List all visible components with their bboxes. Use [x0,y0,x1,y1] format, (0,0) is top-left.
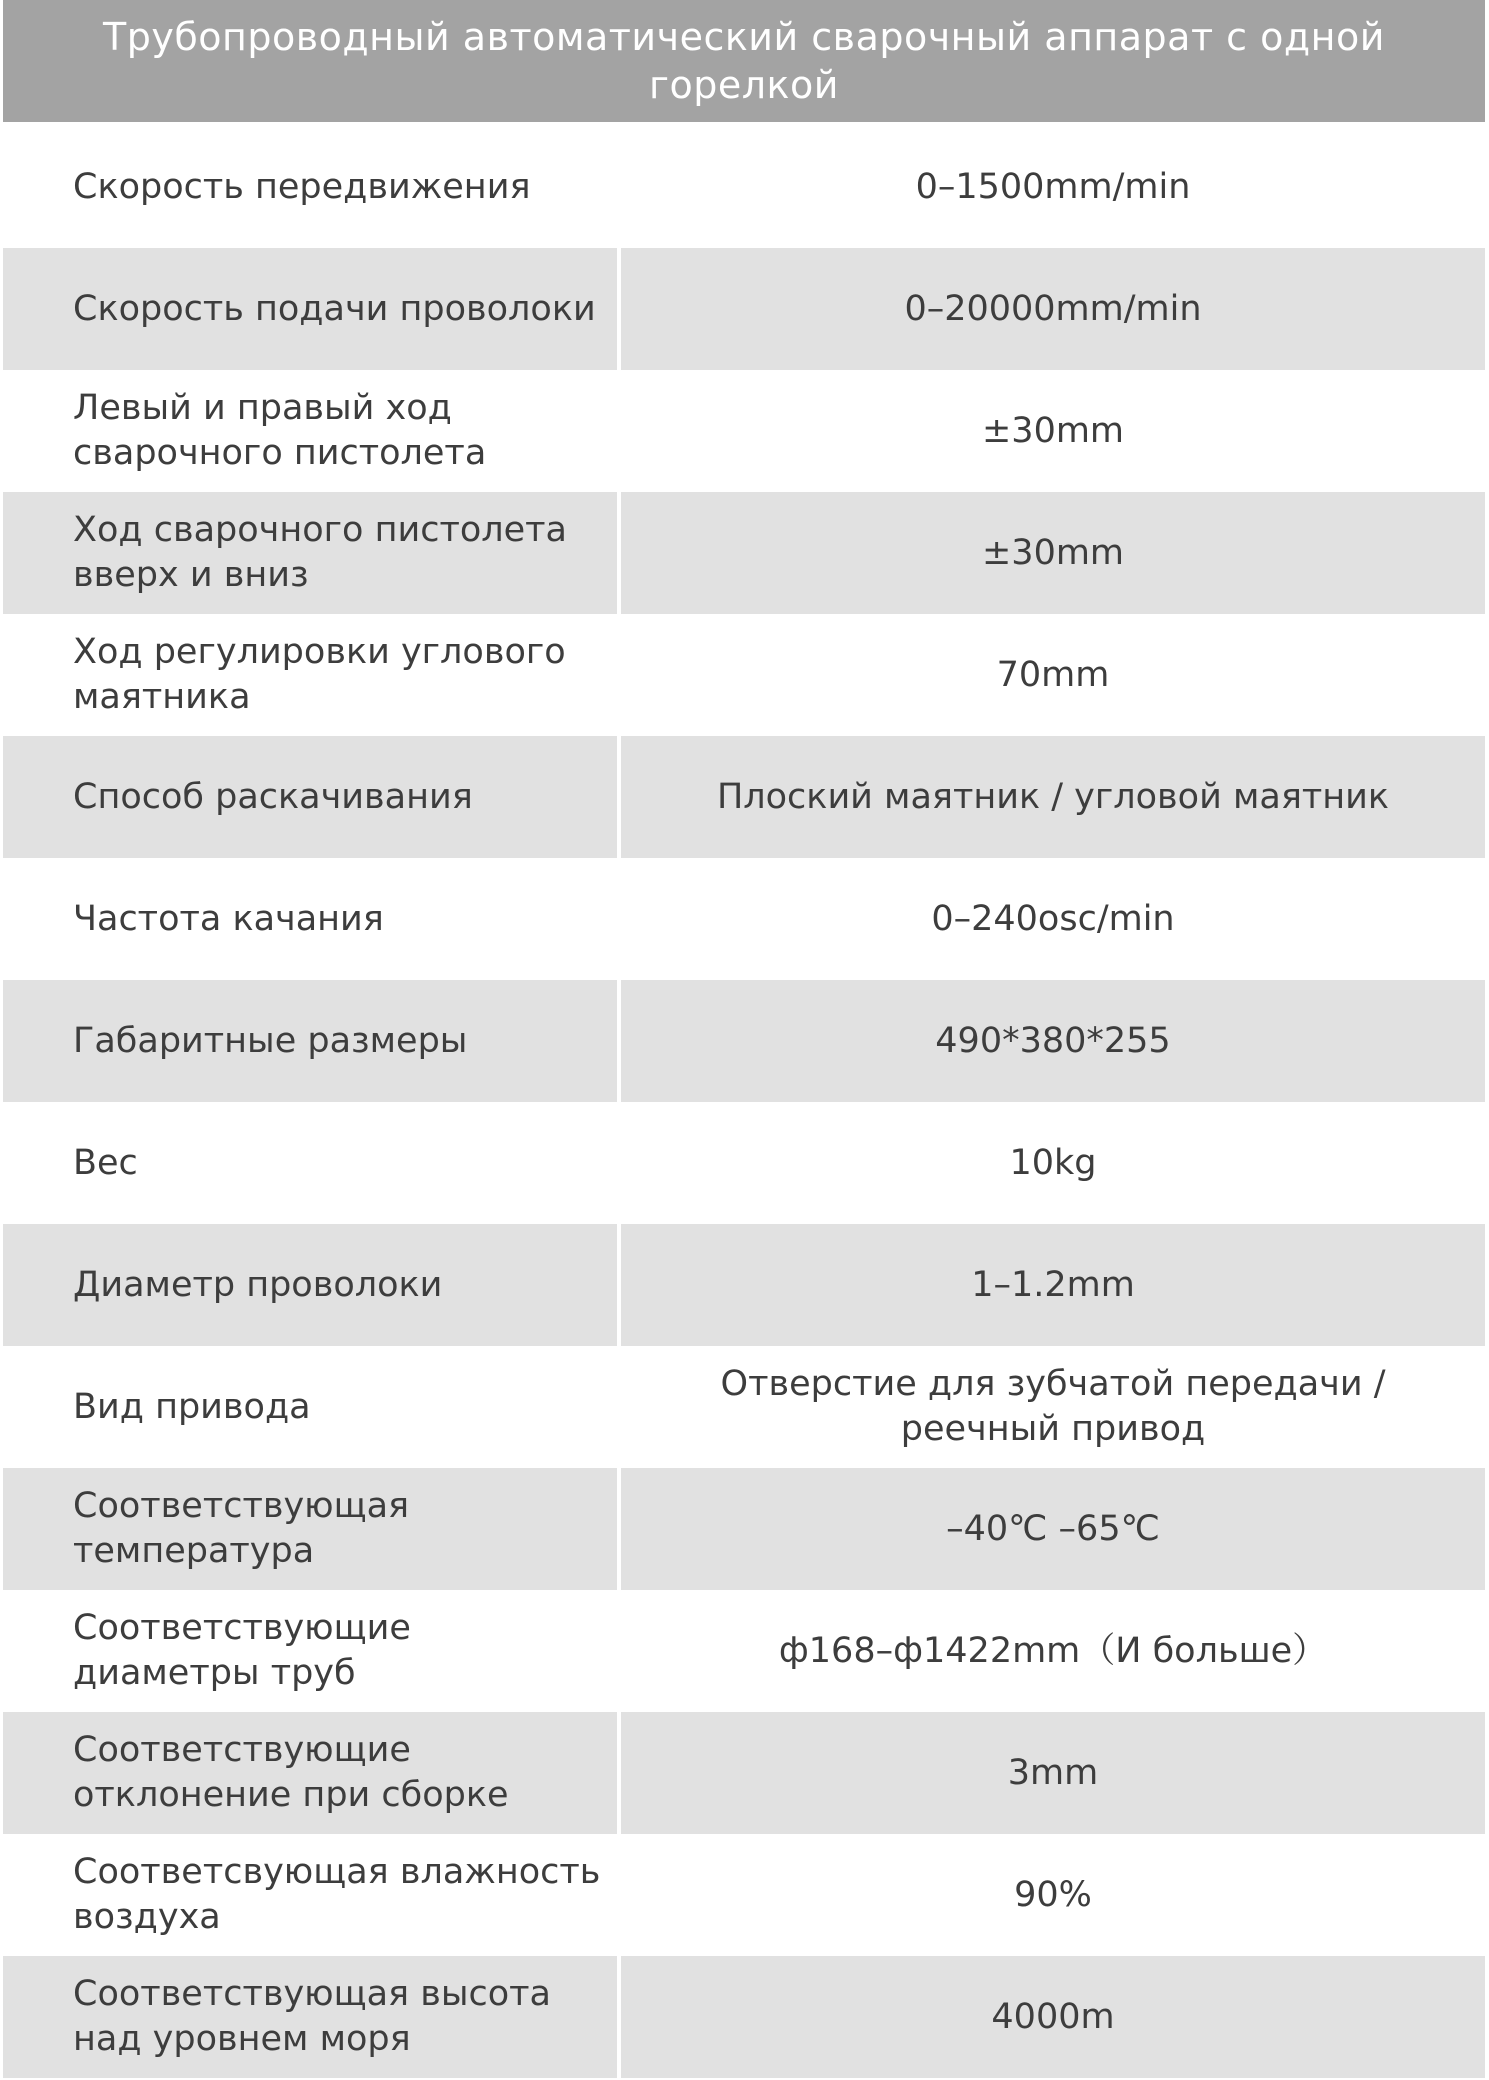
table-title: Трубопроводный автоматический сварочный аппарат с одной горелкой [3,0,1485,122]
table-row [3,1346,1485,1468]
row-value: 0–20000mm/min [621,248,1485,370]
table-row [3,1102,1485,1224]
table-row [3,1834,1485,1956]
row-label: Соответствующая высота над уровнем моря [3,1956,617,2078]
table-row [3,1590,1485,1712]
row-label: Ход регулировки углового маятника [73,632,566,717]
table-row [3,1712,1485,1834]
row-label: Соответствующие диаметры труб [73,1608,411,1693]
row-label: Частота качания [73,898,384,939]
row-label: Левый и правый ход сварочного пистолета [73,388,487,473]
row-label: Ход сварочного пистолета вверх и вниз [3,492,617,614]
row-value: 0–240osc/min [931,898,1175,939]
table-row [3,980,1485,1102]
row-value: 1–1.2mm [621,1224,1485,1346]
row-label: Скорость передвижения [73,166,531,207]
row-value: ±30mm [981,410,1125,451]
table-row [3,1468,1485,1590]
spec-sheet [3,0,1485,2078]
row-value: ф168–ф1422mm（И больше） [778,1630,1328,1671]
table-row [3,248,1485,370]
row-value: –40℃ –65℃ [621,1468,1485,1590]
row-value: 0–1500mm/min [915,166,1191,207]
row-label: Соответствующие отклонение при сборке [3,1712,617,1834]
row-value: 70mm [996,654,1110,695]
row-label: Диаметр проволоки [3,1224,617,1346]
row-value: 10kg [1009,1142,1097,1183]
row-value: ±30mm [621,492,1485,614]
row-label: Соответствующая температура [3,1468,617,1590]
table-row [3,1224,1485,1346]
row-value: 3mm [621,1712,1485,1834]
row-label: Вес [73,1142,138,1183]
table-row [3,370,1485,492]
table-row [3,858,1485,980]
table-row [3,736,1485,858]
table-row [3,1956,1485,2078]
row-label: Габаритные размеры [3,980,617,1102]
table-row [3,614,1485,736]
row-label: Способ раскачивания [3,736,617,858]
row-label: Скорость подачи проволоки [3,248,617,370]
row-value: 490*380*255 [621,980,1485,1102]
row-value: Отверстие для зубчатой передачи / реечный привод [720,1364,1386,1449]
row-value: 90% [1014,1874,1092,1915]
row-value: 4000m [621,1956,1485,2078]
table-row [3,492,1485,614]
row-label: Вид привода [73,1386,311,1427]
spec-table [3,126,1485,2078]
row-label: Соответсвующая влажность воздуха [73,1852,601,1937]
row-value: Плоский маятник / угловой маятник [621,736,1485,858]
table-row [3,126,1485,248]
